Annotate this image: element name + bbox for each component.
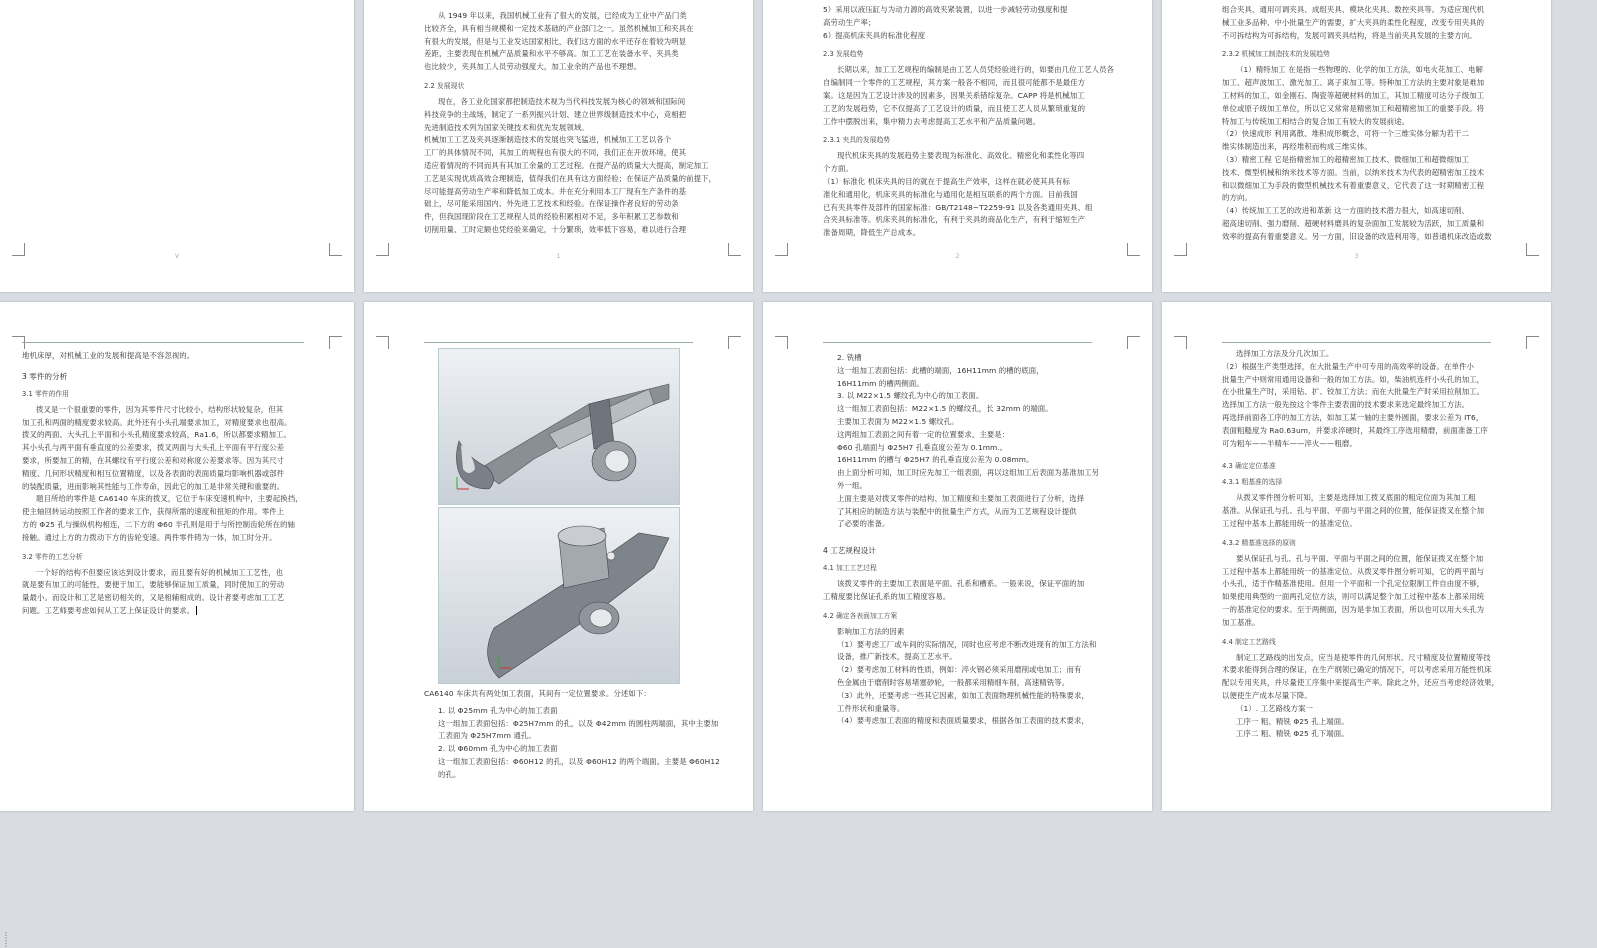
- page-body: [424, 688, 720, 779]
- paragraph: [823, 64, 1115, 128]
- text-line: 表面粗糙度为 Ra0.63um，并要求淬硬时，其最终工序选用精磨，前面准备工序: [1222, 425, 1488, 435]
- paragraph: [424, 96, 717, 237]
- text-line: 方的 Φ25 孔与操纵机构相连，二下方的 Φ60 半孔则是用于与所控制齿轮所在的轴: [22, 519, 296, 529]
- text-line: 工表面为 Φ25H7mm 通孔。: [438, 731, 536, 741]
- text-line: 影响加工方法的因素: [837, 626, 905, 636]
- crop-mark: [1127, 336, 1140, 349]
- text-line: 高劳动生产率；: [823, 17, 876, 27]
- text-line: 这一组加工表面包括：此槽的端面，16H11mm 的槽的底面，: [837, 365, 1044, 375]
- section-heading: 4.3 确定定位基准: [1222, 462, 1276, 471]
- text-line: 16H11mm 的槽两侧面。: [837, 378, 924, 388]
- page-body: [424, 10, 717, 252]
- text-line: 效率的提高有着重要意义。另一方面，旧设备的改造利用等，如普通机床改造或数: [1222, 231, 1492, 241]
- text-line: 从 1949 年以来，我国机械工业有了很大的发展，已经成为工业中产品门类: [438, 11, 687, 20]
- text-line: 技术、微型机械和纳米技术等方面。当前，以纳米技术为代表的超精密加工技术: [1222, 167, 1485, 177]
- text-line: 色金属由于磨削时容易堵塞砂轮，一般都采用精细车削，高速精铣等。: [837, 677, 1070, 687]
- text-line: 加工基准。: [1222, 617, 1260, 627]
- text-line: 工序二 粗、精铣 Φ25 孔下端面。: [1236, 729, 1349, 739]
- text-line: 可为粗车——半精车——淬火——粗磨。: [1222, 438, 1357, 448]
- page-body: [823, 4, 1115, 252]
- chapter-heading: 4 工艺规程设计: [823, 546, 876, 556]
- text-line: 3. 以 M22×1.5 螺纹孔为中心的加工表面。: [837, 391, 984, 401]
- text-line: 尽可能提高劳动生产率和降低加工成本。并在充分利用本工厂现有生产条件的基: [424, 186, 687, 196]
- document-page: [1162, 302, 1551, 811]
- text-line: 不可拆结构为可拆结构，发展可调夹具结构，将是当前夹具发展的主要方向。: [1222, 30, 1477, 40]
- text-line: 了必要的准备。: [837, 519, 890, 529]
- text-line: 工艺的发展趋势，它不仅提高了工艺设计的质量，而且使工艺人员从繁琐重复的: [823, 103, 1086, 113]
- chapter-heading: 3 零件的分析: [22, 371, 68, 381]
- text-line: 已有夹具零件及部件的国家标准：GB/T2148~T2259-91 以及各类通用夹具、组: [823, 202, 1093, 212]
- header-rule: [823, 342, 1092, 343]
- text-line: 工件形状和重量等。: [837, 703, 905, 713]
- document-page: [364, 302, 753, 811]
- text-line: 16H11mm 的槽与 Φ25H7 的孔垂直度公差为 0.08mm。: [837, 455, 1034, 465]
- page-number: 3: [1354, 253, 1359, 260]
- crop-mark: [775, 336, 788, 349]
- text-line: 制定工艺路线的出发点，应当是使零件的几何形状、尺寸精度及位置精度等技: [1236, 652, 1491, 662]
- text-line: 要从保证孔与孔、孔与平面、平面与平面之间的位置，能保证拨叉在整个加: [1236, 553, 1484, 563]
- text-line: 比较齐全，具有相当规模和一定技术基础的产业部门之一。虽然机械加工和夹具在: [424, 23, 694, 33]
- crop-mark: [728, 336, 741, 349]
- paragraph: [1222, 64, 1491, 243]
- section-heading: 2.2 发展现状: [424, 81, 465, 90]
- text-line: （3）此外，还要考虑一些其它因素，如加工表面物理机械性能的特殊要求，: [837, 690, 1089, 700]
- text-line: 加工孔和两面的精度要求较高。此外还有小头孔端要求加工，对精度要求也很高。: [22, 417, 292, 427]
- text-line: 如果使用典型的一面两孔定位方法，则可以满足整个加工过程中基本上都采用统: [1222, 592, 1485, 602]
- paragraph: [1222, 553, 1491, 630]
- paragraph: [1222, 492, 1491, 530]
- section-heading: 2.3 发展趋势: [823, 50, 864, 59]
- text-line: 先进制造技术列为国家关键技术和优先发展领域。: [424, 122, 589, 132]
- section-heading: 3.1 零件的作用: [22, 389, 69, 398]
- shift-fork-3d-icon: [439, 508, 679, 683]
- paragraph: [823, 352, 1100, 531]
- text-line: （2）快速成形 利用离散、堆积成形概念，可将一个三维实体分解为若干二: [1222, 129, 1469, 139]
- paragraph: [1222, 652, 1500, 703]
- text-line: 现在，各工业化国家都把制造技术视为当代科技发展为核心的领域和国际间: [438, 96, 686, 106]
- text-line: 一个好的结构不但要应该达到设计要求，而且要有好的机械加工工艺性，也: [36, 567, 284, 577]
- paragraph: [1222, 4, 1491, 42]
- text-line: 6）提高机床夹具的标准化程度: [823, 30, 926, 40]
- text-line: 这一组加工表面包括：Φ25H7mm 的孔，以及 Φ42mm 的圆柱两端面，其中主要加: [438, 718, 719, 728]
- document-page: [763, 0, 1152, 292]
- text-line: 工艺是实现优质高效合理制造，值得我们在具有这方面经验；在保证产品质量的前提下，: [424, 173, 717, 183]
- text-line: （1）. 工艺路线方案一: [1236, 703, 1314, 713]
- text-line: 批量生产中则常用通用设备和一般的加工方法。如，柴油机连杆小头孔的加工，: [1222, 374, 1485, 384]
- text-line: 选择加工方法及分几次加工。: [1236, 349, 1334, 358]
- header-rule: [22, 342, 304, 343]
- crop-mark: [1174, 336, 1187, 349]
- shift-fork-3d-icon: [439, 349, 679, 504]
- paragraph: [823, 150, 1092, 240]
- text-line: 接触。通过上方的力拨动下方的齿轮变速。两件零件铸为一体，加工时分开。: [22, 532, 277, 542]
- text-line: 组合夹具、通用可调夹具、成组夹具、模块化夹具、数控夹具等。为适应现代机: [1222, 5, 1485, 14]
- section-heading: 4.2 确定各表面加工方案: [823, 611, 898, 620]
- document-page[interactable]: [0, 302, 354, 948]
- text-line: 工作中摆脱出来，集中精力去考虑提高工艺水平和产品质量问题。: [823, 116, 1041, 126]
- paragraph: [1222, 348, 1491, 450]
- text-line: 选择加工方法一般先按这个零件主要表面的技术要求来选定最终加工方法。: [1222, 400, 1470, 410]
- text-line: （4）要考虑加工表面的精度和表面质量要求，根据各加工表面的技术要求，: [837, 716, 1089, 726]
- text-line: 合夹具标准等。机床夹具的标准化，有利于夹具的商品化生产，有利于缩短生产: [823, 215, 1086, 225]
- text-line: 2. 以 Φ60mm 孔为中心的加工表面: [438, 744, 558, 754]
- text-line: 再选择前面各工序的加工方法，如加工某一轴的主要外圆面，要求公差为 IT6，: [1222, 412, 1484, 422]
- text-line: 外一组。: [837, 480, 867, 490]
- page-number: 1: [556, 253, 561, 260]
- figure-caption: CA6140 车床共有两处加工表面，其间有一定位置要求。分述如下：: [424, 689, 651, 698]
- text-line: 5）采用以液压缸与为动力源的高效夹紧装置，以进一步减轻劳动强度和提: [823, 5, 1068, 14]
- text-line: 础上，尽可能采用国内、外先进工艺技术和经验。在保证操作者良好的劳动条: [424, 199, 679, 209]
- text-line: 和以微细加工为手段的微型机械技术有着重要意义，它代表了这一时期精密工程: [1222, 180, 1485, 190]
- text-line: 的孔。: [438, 769, 461, 779]
- text-line: 超高速切削、强力磨削、超硬材料磨具的复杂面加工发展较为活跃，加工质量和: [1222, 218, 1485, 228]
- text-line: 自编制同一个零件的工艺规程，其方案一般各不相同，而且很可能都不是最佳方: [823, 78, 1086, 88]
- text-line: 件，但我国现阶段在工艺规程人员的经验积累相对不足，多年积累工艺参数和: [424, 212, 679, 222]
- part-render-image-1: [438, 348, 680, 505]
- text-line: 拨叉是一个很重要的零件，因为其零件尺寸比较小，结构形状较复杂，但其: [36, 404, 284, 414]
- document-page: [0, 0, 354, 292]
- header-rule: [424, 342, 693, 343]
- document-page: [364, 0, 753, 292]
- section-heading: 3.2 零件的工艺分析: [22, 552, 83, 561]
- text-line: 在小批量生产时，采用钻、扩、铰加工方法；而在大批量生产时采用拉削加工。: [1222, 387, 1485, 397]
- text-line: 现代机床夹具的发展趋势主要表现为标准化、高效化、精密化和柔性化等四: [837, 151, 1085, 161]
- page-body: [1222, 4, 1491, 252]
- text-line: 配以专用夹具，并尽量使工序集中来提高生产率。除此之外，还应当考虑经济效果，: [1222, 678, 1500, 688]
- text-line: 准备周期，降低生产总成本。: [823, 228, 921, 238]
- text-line: 小头孔，适于作精基准使用。但用一个平面和一个孔定位限制工件自由度不够，: [1222, 579, 1485, 589]
- paragraph: [22, 404, 324, 494]
- text-line: 科技竞争的主战场，制定了一系列振兴计划、建立世界级制造技术中心，竞相把: [424, 109, 687, 119]
- text-line: 加工、超声波加工、激光加工、离子束加工等。特种加工方法的主要对象是难加: [1222, 78, 1485, 88]
- paragraph: [424, 10, 693, 74]
- section-heading: 4.4 制定工艺路线: [1222, 637, 1276, 646]
- text-line: 长期以来，加工工艺规程的编制是由工艺人员凭经验进行的，如要由几位工艺人员各: [837, 65, 1115, 75]
- text-line: 就是要有加工的可能性，要便于加工，要能够保证加工质量，同时使加工的劳动: [22, 580, 285, 590]
- text-line: 从拨叉零件图分析可知，主要是选择加工拨叉底面的粗定位面为其加工粗: [1236, 493, 1476, 503]
- page-number: 2: [955, 253, 960, 260]
- document-page: [763, 302, 1152, 811]
- text-line: 机械加工工艺及夹具逐渐制造技术的发展也突飞猛进，机械加工工艺以各个: [424, 135, 672, 145]
- text-line: 其小头孔与两平面有垂直度的公差要求，拨叉两面与大头孔上平面有平行度公差: [22, 443, 285, 453]
- text-line: 工序一 粗、精铣 Φ25 孔上端面。: [1236, 716, 1349, 726]
- text-line: 差距，主要表现在机械产品质量和水平不够高。加工工艺在装备水平、夹具类: [424, 49, 679, 59]
- page-number: V: [174, 253, 180, 260]
- section-heading: 4.1 加工工艺过程: [823, 564, 877, 573]
- paragraph: [22, 567, 324, 618]
- text-line: 问题。工艺师要考虑如何从工艺上保证设计的要求。: [22, 605, 324, 618]
- section-heading: 4.3.1 粗基准的选择: [1222, 478, 1283, 487]
- text-line: 这一组加工表面包括：Φ60H12 的孔，以及 Φ60H12 的两个端面。主要是 Φ60H12: [438, 756, 720, 766]
- text-line: 精度、几何形状精度和相互位置精度，以及各表面的表面质量均影响机器或部件: [22, 468, 285, 478]
- text-line: （1）标准化 机床夹具的目的就在于提高生产效率，这样在就必使其具有标: [823, 176, 1070, 186]
- text-line: 了其相应的制造方法与装配中的批量生产方式，从而为工艺规程设计提供: [837, 506, 1077, 516]
- text-line: 案。这是因为工艺设计涉及的因素多，因果关系错综复杂。CAPP 将是机械加工: [823, 90, 1085, 100]
- paragraph: [22, 493, 324, 544]
- text-line: （3）精密工程 它是指精密加工的超精密加工技术、微细加工和超微细加工: [1222, 154, 1469, 164]
- text-line: Φ60 孔端面与 Φ25H7 孔垂直度公差为 0.1mm.。: [837, 442, 1008, 452]
- crop-mark: [329, 336, 342, 349]
- text-line: 一的基准定位的要求。至于两侧面，因为是非加工表面，所以也可以用大头孔为: [1222, 604, 1485, 614]
- section-heading: 2.3.2 机械加工制造技术的发展趋势: [1222, 50, 1330, 59]
- text-line: 该拨叉零件的主要加工表面是平面、孔系和槽系。一般来说，保证平面的加: [837, 579, 1085, 589]
- text-line: 个方面。: [823, 164, 853, 174]
- text-line: 题目所给的零件是 CA6140 车床的拨叉，它位于车床变速机构中，主要起换挡，: [36, 494, 303, 504]
- text-line: 适应着情况的不同而具有其加工余量的工艺过程。在提产品的质量大大提高，制定加工: [424, 160, 709, 170]
- text-line: 准化和通用化，机床夹具的标准化与通用化是相互联系的两个方面。目前我国: [823, 189, 1078, 199]
- text-line: 以便使生产成本尽量下降。: [1222, 690, 1312, 700]
- text-line: 工材料的加工，如金刚石、陶瓷等超硬材料的加工，其加工精度可达分子级加工: [1222, 90, 1485, 100]
- text-line: 使主轴回转运动按照工作者的要求工作，获得所需的速度和扭矩的作用。零件上: [22, 507, 285, 517]
- text-line: 这一组加工表面包括：M22×1.5 的螺纹孔，长 32mm 的端面。: [837, 404, 1053, 414]
- crop-mark: [376, 336, 389, 349]
- text-line: （2）根据生产类型选择，在大批量生产中可专用的高效率的设备。在单件小: [1222, 361, 1474, 371]
- text-line: 地机床厚，对机械工业的发展和提高是不容忽视的。: [22, 351, 195, 360]
- page-body: [1222, 348, 1500, 771]
- text-line: 特加工与传统加工相结合的复合加工有较大的发展前途。: [1222, 116, 1410, 126]
- text-line: 工过程中基本上都能用统一的基准定位。从拨叉零件图分析可知，它的两平面与: [1222, 566, 1485, 576]
- page-body: [823, 352, 1100, 771]
- section-heading: 4.3.2 精基准选择的原则: [1222, 538, 1296, 547]
- part-render-image-2: [438, 507, 680, 684]
- text-line: 的方向。: [1222, 193, 1252, 203]
- text-line: 要求，所要加工的精，在其螺纹有平行度公差和对称度公差要求等。因为其尺寸: [22, 455, 285, 465]
- text-line: 切削用量、工时定额也凭经验来确定，十分繁琐，效率低下容易，难以进行合理: [424, 224, 687, 234]
- paragraph: [823, 578, 1092, 604]
- text-line: （1）精特加工 在是指一些物理的、化学的加工方法，如电火花加工、电解: [1236, 65, 1483, 75]
- text-line: 主要加工表面为 M22×1.5 螺纹孔。: [837, 416, 959, 426]
- document-page: [1162, 0, 1551, 292]
- text-line: 的装配质量，进而影响其性能与工作寿命，因此它的加工是非常关键和重要的。: [22, 481, 285, 491]
- text-line: 有很大的发展，但是与工业发达国家相比，我们这方面的水平还存在着较为明显: [424, 36, 687, 46]
- text-line: （2）要考虑加工材料的性质，例如：淬火钢必须采用磨削或电加工；而有: [837, 665, 1082, 675]
- text-line: 也比较少，夹具加工人员劳动强度大，加工业余的产品也不理想。: [424, 62, 642, 72]
- text-line: 单位或原子级加工单位，所以它又常常是精密加工和超精密加工的重要手段。将: [1222, 103, 1485, 113]
- text-cursor: [196, 606, 197, 615]
- text-line: 2. 铣槽: [837, 353, 862, 362]
- text-line: 工过程中基本上都能用统一的基准定位。: [1222, 518, 1357, 528]
- page-body[interactable]: [22, 350, 324, 771]
- text-line: 术要求能得到合理的保证，在生产纲领已确定的情况下，可以考虑采用万能性机床: [1222, 665, 1492, 675]
- section-heading: 2.3.1 夹具的发展趋势: [823, 136, 891, 145]
- text-line: 械工业多品种、中小批量生产的需要，扩大夹具的柔性化程度，改变专用夹具的: [1222, 17, 1485, 27]
- list: [424, 705, 720, 782]
- paragraph: [823, 626, 1097, 728]
- text-line: 上面主要是对拨叉零件的结构、加工精度和主要加工表面进行了分析，选择: [837, 493, 1085, 503]
- text-line: 由上面分析可知，加工时应先加工一组表面，再以这组加工后表面为基准加工另: [837, 468, 1100, 478]
- text-line: 拨叉的两面、大头孔上平面和小头孔精度要求较高，Ra1.6，所以都要求精加工。: [22, 430, 291, 440]
- paragraph: [823, 4, 1092, 42]
- text-line: 量最小。而设计和工艺是密切相关的，又是相辅相成的。设计者要考虑加工工艺: [22, 593, 285, 603]
- text-line: 维实体制造出来，再经堆积而构成三维实体。: [1222, 142, 1372, 152]
- text-line: （1）要考虑工厂或车间的实际情况，同时也应考虑不断改进现有的加工方法和: [837, 639, 1097, 649]
- drag-handle-icon[interactable]: ⋮ ⋮: [2, 931, 10, 948]
- list: [1222, 703, 1491, 741]
- text-line: （4）传统加工工艺的改进和革新 这一方面的技术潜力很大，如高速切削、: [1222, 206, 1469, 216]
- text-line: 工厂的具体情况不同，其加工的规程也有很大的不同，我们正在开放环境，使其: [424, 148, 687, 158]
- text-line: 设备，推广新技术，提高工艺水平。: [837, 652, 957, 662]
- crop-mark: [1526, 336, 1539, 349]
- text-line: 这两组加工表面之间有着一定的位置要求，主要是：: [837, 429, 1010, 439]
- text-line: 工精度要比保证孔系的加工精度容易。: [823, 591, 951, 601]
- text-line: 基准。从保证孔与孔、孔与平面、平面与平面之间的位置，能保证拨叉在整个加: [1222, 506, 1485, 516]
- text-line: 1. 以 Φ25mm 孔为中心的加工表面: [438, 705, 558, 715]
- header-rule: [1222, 342, 1491, 343]
